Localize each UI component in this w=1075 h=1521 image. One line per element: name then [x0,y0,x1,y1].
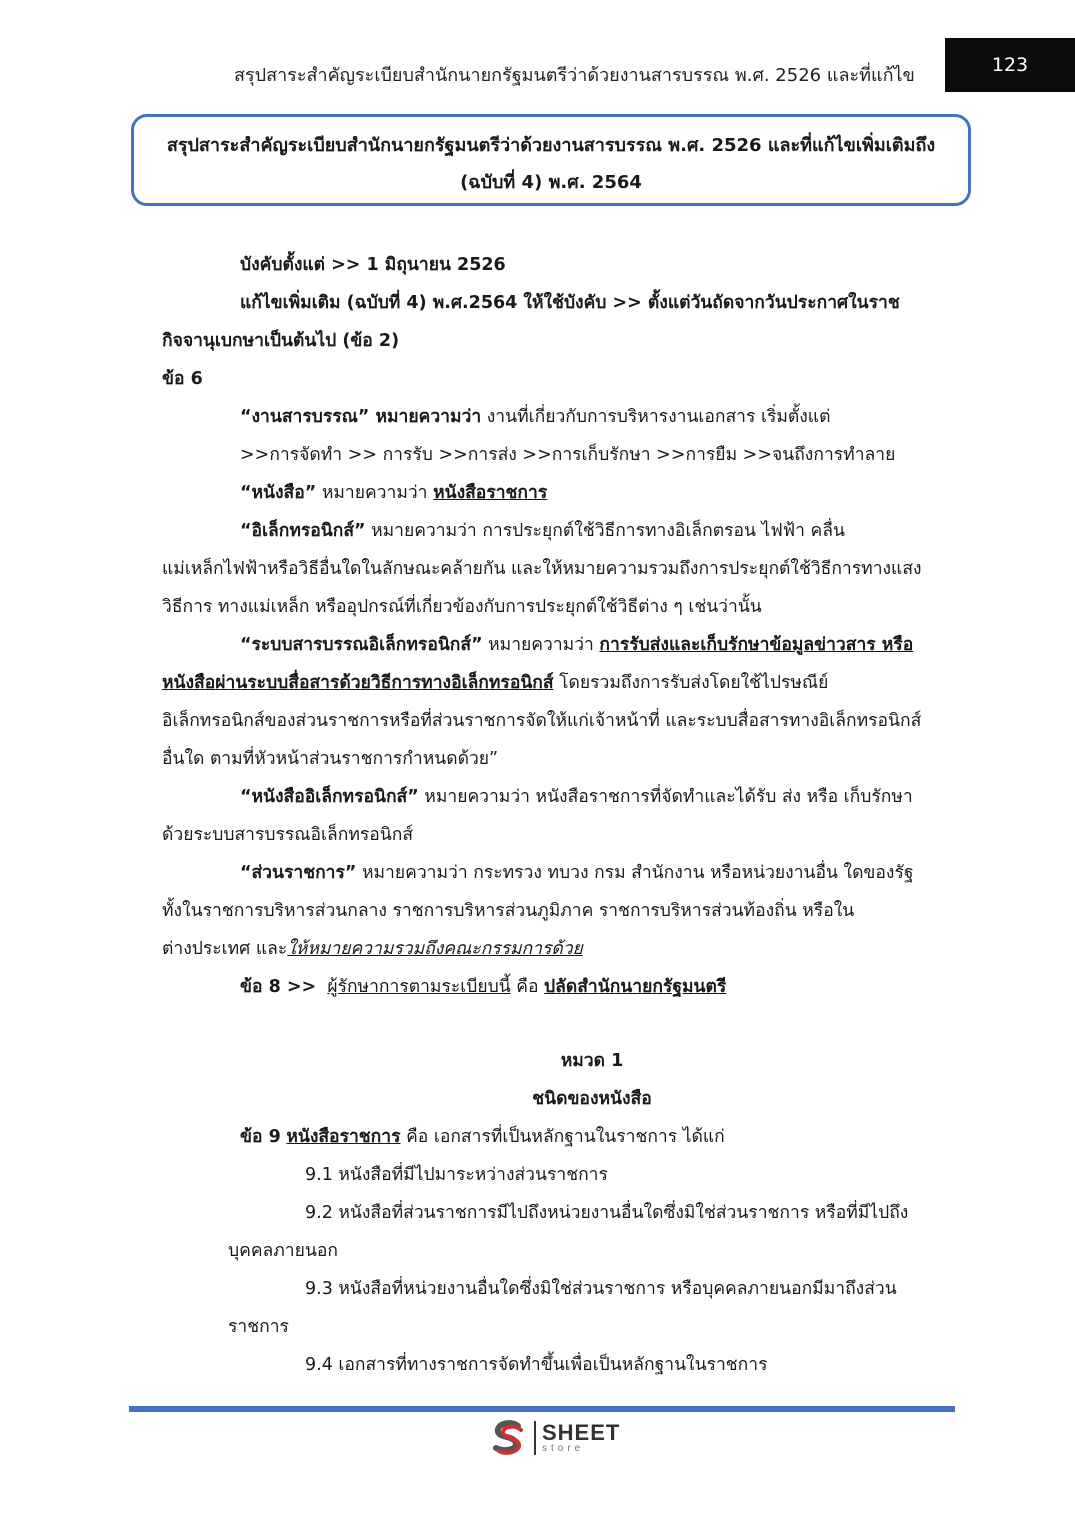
def-electronic-2: แม่เหล็กไฟฟ้าหรือวิธีอื่นใดในลักษณะคล้ายกัน และให้หมายความรวมถึงการประยุกต์ใช้วิธีการทางแสง [162,559,922,579]
term-nangsue: “หนังสือ” [240,483,317,503]
clause-9-item-2: 9.2 หนังสือที่ส่วนราชการมีไปถึงหน่วยงานอื่นใดซึ่งมิใช่ส่วนราชการ หรือที่มีไปถึง [305,1203,909,1223]
def-e-doc [240,782,913,810]
def-electronic-3: วิธีการ ทางแม่เหล็ก หรืออุปกรณ์ที่เกี่ยวข้องกับการประยุกต์ใช้วิธีต่าง ๆ เช่นว่านั้น [162,597,762,617]
term-agency: “ส่วนราชการ” [240,863,357,883]
def-electronic [240,516,845,544]
def-agency-1: หมายความว่า กระทรวง ทบวง กรม สำนักงาน หรือหน่วยงานอื่น ใดของรัฐ [356,863,914,883]
def-e-system-2-rest: โดยรวมถึงการรับส่งโดยใช้ไปรษณีย์ [553,673,829,693]
clause-9-item-3-cont: ราชการ [228,1317,289,1337]
clause-9-item-1: 9.1 หนังสือที่มีไปมาระหว่างส่วนราชการ [305,1165,608,1185]
def-e-doc-2: ด้วยระบบสารบรรณอิเล็กทรอนิกส์ [162,825,414,845]
term-saraban: “งานสารบรรณ” หมายความว่า [240,407,482,427]
def-e-system-u1: การรับส่งและเก็บรักษาข้อมูลข่าวสาร หรือ [599,635,914,655]
def-e-system-2 [162,668,828,696]
logo-sub: store [542,1443,585,1454]
chapter-title: หมวด 1 [560,1051,624,1071]
logo-divider [534,1421,536,1455]
term-e-system: “ระบบสารบรรณอิเล็กทรอนิกส์” [240,635,483,655]
sheet-logo-icon [488,1418,528,1458]
clause-9-term: หนังสือราชการ [286,1127,401,1147]
def-agency [240,858,914,886]
clause-8 [240,972,726,1000]
def-agency-2: ทั้งในราชการบริหารส่วนกลาง ราชการบริหารส่วนภูมิภาค ราชการบริหารส่วนท้องถิ่น หรือใน [162,901,855,921]
clause-8-is: คือ [510,977,545,997]
def-agency-3 [162,934,583,962]
clause-9-item-3: 9.3 หนังสือที่หน่วยงานอื่นใดซึ่งมิใช่ส่วนราชการ หรือบุคคลภายนอกมีมาถึงส่วน [305,1279,897,1299]
def-nangsue-mid: หมายความว่า [316,483,434,503]
term-e-doc: “หนังสืออิเล็กทรอนิกส์” [240,787,419,807]
clause-8-label: ข้อ 8 >> [240,977,317,997]
clause-9-def: คือ เอกสารที่เป็นหลักฐานในราชการ ได้แก่ [400,1127,725,1147]
def-e-doc-1: หมายความว่า หนังสือราชการที่จัดทำและได้รับ ส่ง หรือ เก็บรักษา [418,787,913,807]
page-number-badge: 123 [945,38,1075,92]
def-e-system-u2: หนังสือผ่านระบบสื่อสารด้วยวิธีการทางอิเล็กทรอนิกส์ [162,673,554,693]
clause-8-person: ปลัดสำนักนายกรัฐมนตรี [544,977,727,997]
clause-9-item-4: 9.4 เอกสารที่ทางราชการจัดทำขึ้นเพื่อเป็นหลักฐานในราชการ [305,1355,768,1375]
def-saraban [240,402,830,430]
sheet-store-logo [488,1418,620,1458]
title-box [131,114,971,206]
def-electronic-1: หมายความว่า การประยุกต์ใช้วิธีการทางอิเล็กตรอน ไฟฟ้า คลื่น [365,521,845,541]
saraban-steps: >>การจัดทำ >> การรับ >>การส่ง >>การเก็บรักษา >>การยืม >>จนถึงการทำลาย [240,445,896,465]
def-e-system-3: อิเล็กทรอนิกส์ของส่วนราชการหรือที่ส่วนราชการจัดให้แก่เจ้าหน้าที่ และระบบสื่อสารทางอิเล็กทรอนิกส์ [162,711,922,731]
clause-9-label: ข้อ 9 [240,1127,281,1147]
amendment-line: แก้ไขเพิ่มเติม (ฉบับที่ 4) พ.ศ.2564 ให้ใช้บังคับ >> ตั้งแต่วันถัดจากวันประกาศในราช [240,293,900,313]
def-agency-3-text: ต่างประเทศ และ [162,939,288,959]
footer-rule [129,1406,955,1412]
def-agency-3-italic: ให้หมายความรวมถึงคณะกรรมการด้วย [287,939,583,959]
logo-brand: SHEET [542,1420,621,1445]
title-line-1: สรุปสาระสำคัญระเบียบสำนักนายกรัฐมนตรีว่าด้วยงานสารบรรณ พ.ศ. 2526 และที่แก้ไขเพิ่มเติมถึง [166,135,936,156]
chapter-subtitle: ชนิดของหนังสือ [532,1089,652,1109]
term-electronic: “อิเล็กทรอนิกส์” [240,521,366,541]
clause-8-keeper: ผู้รักษาการตามระเบียบนี้ [327,977,511,997]
def-nangsue-value: หนังสือราชการ [433,483,548,503]
effective-date-line: บังคับตั้งแต่ >> 1 มิถุนายน 2526 [240,255,506,275]
amendment-line-cont: กิจจานุเบกษาเป็นต้นไป (ข้อ 2) [162,331,400,351]
def-nangsue [240,478,547,506]
def-e-system-4: อื่นใด ตามที่หัวหน้าส่วนราชการกำหนดด้วย” [162,749,499,769]
title-line-2: (ฉบับที่ 4) พ.ศ. 2564 [460,172,642,193]
clause-9 [240,1122,725,1150]
def-saraban-text: งานที่เกี่ยวกับการบริหารงานเอกสาร เริ่มตั้งแต่ [481,407,831,427]
running-header: สรุปสาระสำคัญระเบียบสำนักนายกรัฐมนตรีว่าด้วยงานสารบรรณ พ.ศ. 2526 และที่แก้ไข [234,65,915,86]
clause-6-heading: ข้อ 6 [162,369,203,389]
logo-text [542,1422,620,1454]
clause-9-item-2-cont: บุคคลภายนอก [228,1241,338,1261]
def-e-system-mid: หมายความว่า [482,635,600,655]
def-e-system [240,630,913,658]
